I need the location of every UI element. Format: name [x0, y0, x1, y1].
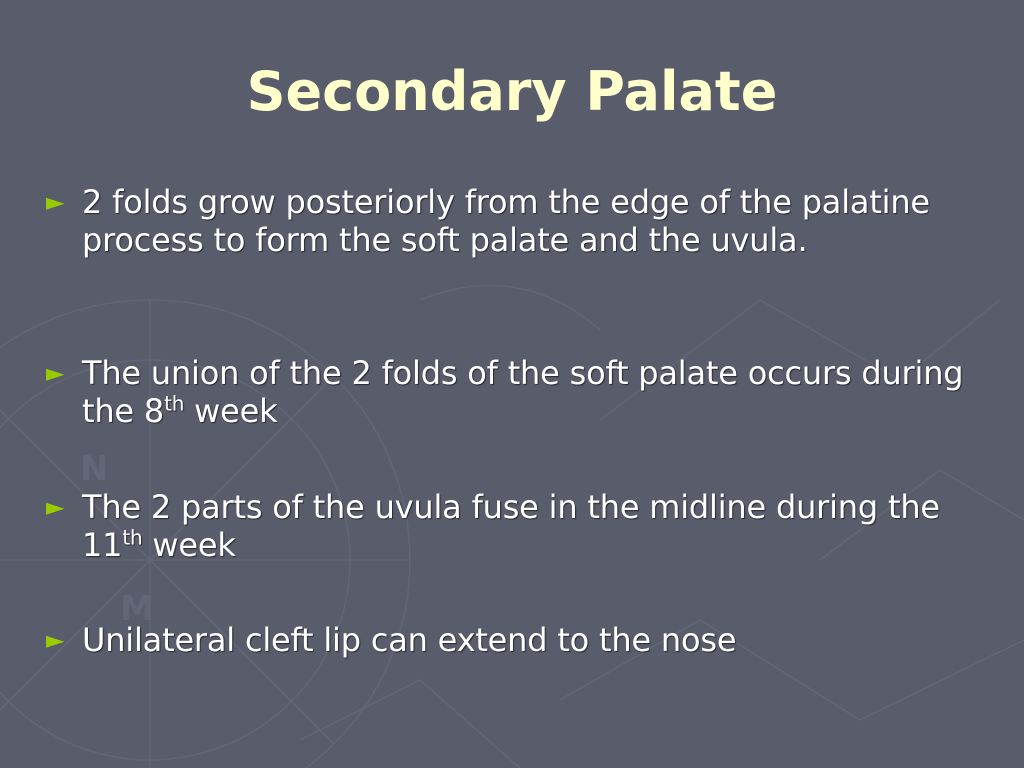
compass-n-mark: N: [80, 449, 109, 489]
bullet-item: [46, 183, 986, 259]
bullet-arrow-icon: ►: [46, 493, 65, 521]
bullet-text: 2 folds grow posteriorly from the edge of the palatine process to form the soft palate and the uvula.: [82, 183, 930, 259]
bullet-text-tail: week: [142, 526, 236, 564]
bullet-text: Unilateral cleft lip can extend to the nose: [82, 621, 737, 659]
bullet-item: [46, 488, 986, 564]
bullet-text: [82, 354, 986, 430]
compass-m-mark: M: [120, 589, 154, 629]
bullet-item: [46, 621, 986, 659]
bullet-arrow-icon: ►: [46, 626, 65, 654]
bullet-item: [46, 354, 986, 430]
ordinal-suffix: th: [122, 525, 143, 550]
bullet-arrow-icon: ►: [46, 359, 65, 387]
bullet-text: [82, 488, 986, 564]
slide-title: Secondary Palate: [246, 60, 778, 123]
ordinal-suffix: th: [164, 391, 185, 416]
bullet-arrow-icon: ►: [46, 188, 65, 216]
bullet-text-tail: week: [184, 392, 278, 430]
bullet-text-main: The 2 parts of the uvula fuse in the midline during the 11: [82, 488, 940, 564]
bullet-text-main: The union of the 2 folds of the soft palate occurs during the 8: [82, 354, 964, 430]
